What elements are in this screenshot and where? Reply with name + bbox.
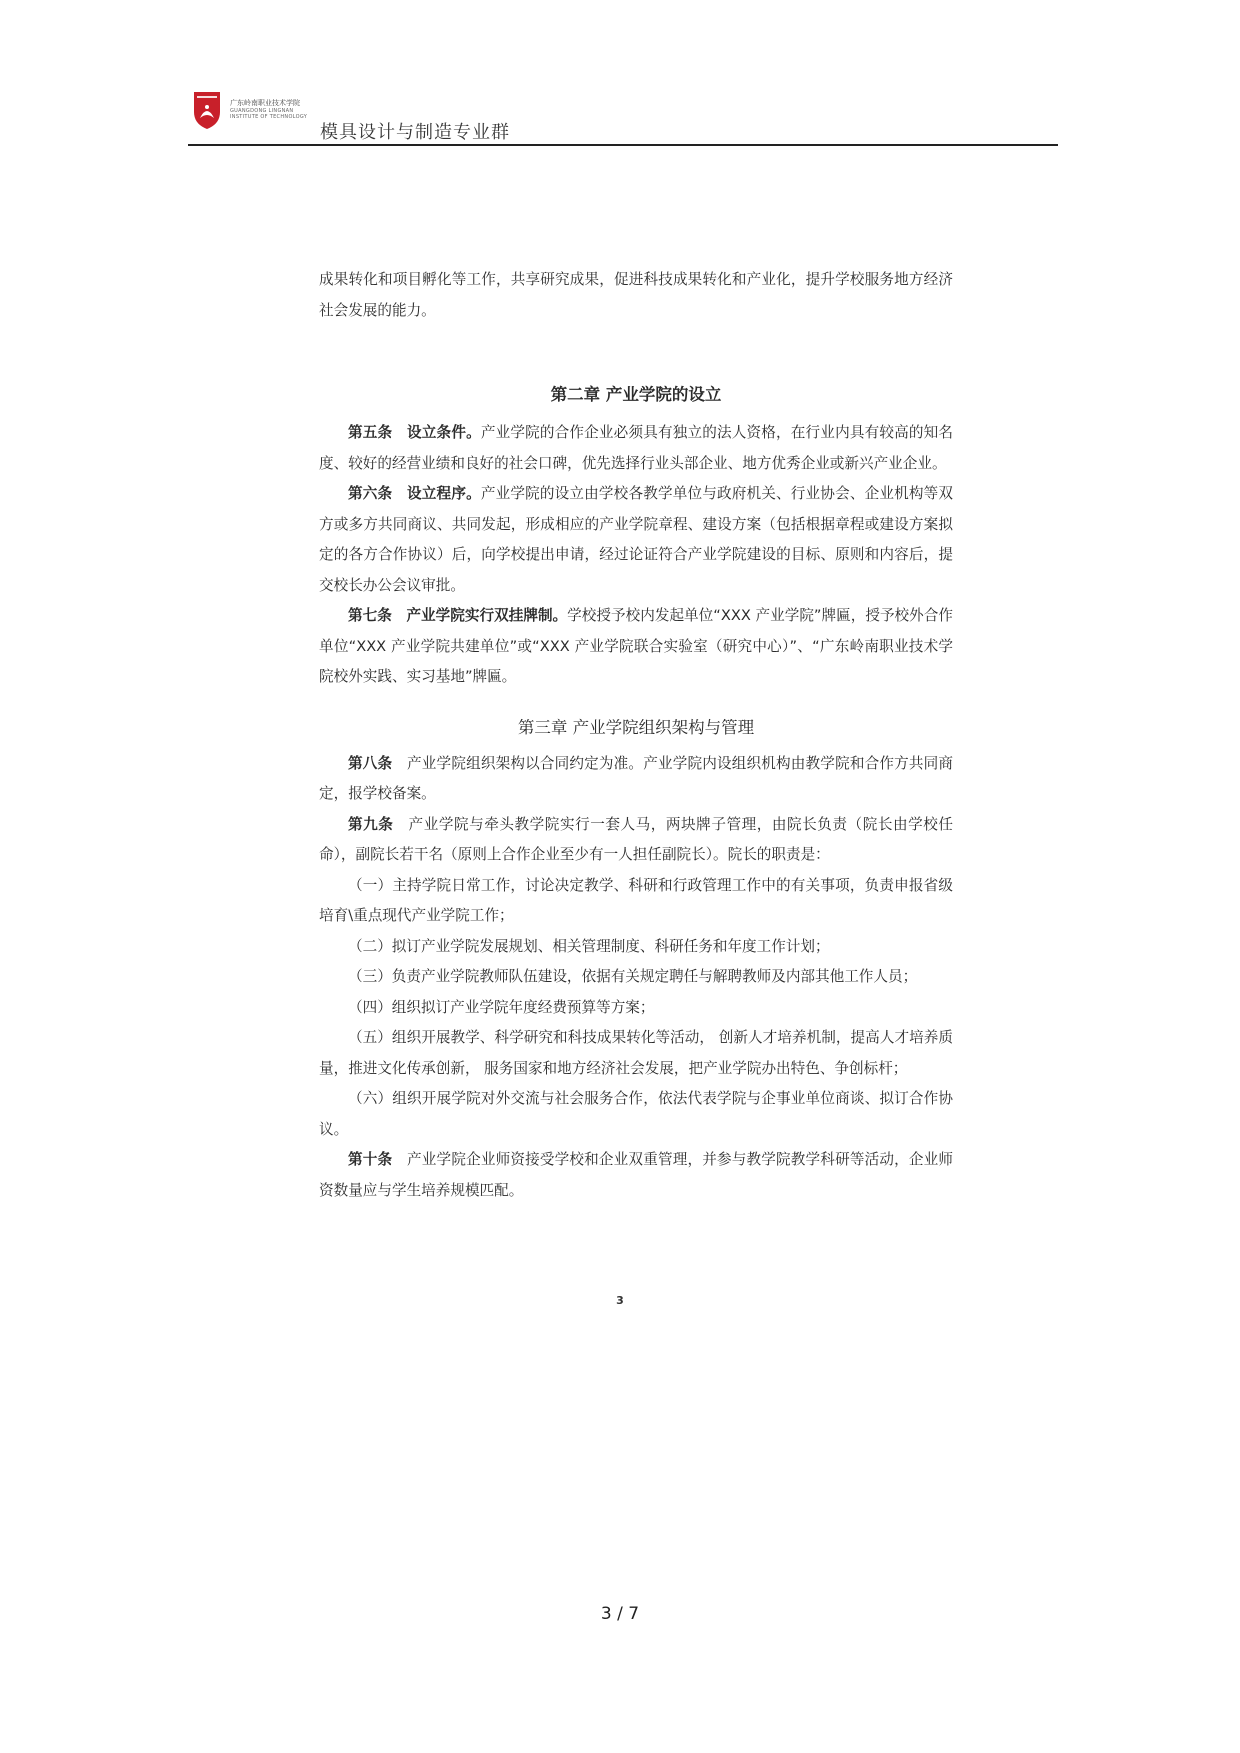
article-5 xyxy=(319,418,953,479)
duty-item-4: （四）组织拟订产业学院年度经费预算等方案； xyxy=(348,998,655,1016)
logo-english-line-1: GUANGDONG LINGNAN xyxy=(230,108,294,114)
duty-item-6: （六）组织开展学院对外交流与社会服务合作，依法代表学院与企事业单位商谈、拟订合作协议。 xyxy=(319,1090,953,1138)
article-6 xyxy=(319,479,953,601)
article-7-text: 学校授予校内发起单位“XXX 产业学院”牌匾，授予校外合作单位“XXX 产业学院共建单位”或“XXX 产业学院联合实验室（研究中心）”、“广东岭南职业技术学院校外实践、实习基地”牌匾。 xyxy=(319,607,953,685)
article-6-label: 第六条 设立程序。 xyxy=(348,485,481,502)
article-9 xyxy=(319,810,953,871)
header-title: 模具设计与制造专业群 xyxy=(320,122,510,143)
logo-chinese-name: 广东岭南职业技术学院 xyxy=(230,99,300,107)
chapter-2-title: 第二章 产业学院的设立 xyxy=(550,385,722,404)
logo-english-line-2: INSTITUTE OF TECHNOLOGY xyxy=(230,114,308,120)
page-number: 3 xyxy=(616,1294,624,1307)
article-6-text: 产业学院的设立由学校各教学单位与政府机关、行业协会、企业机构等双方或多方共同商议、共同发起，形成相应的产业学院章程、建设方案（包括根据章程或建设方案拟定的各方合作协议）后，向学校提出申请，经过论证符合产业学院建设的目标、原则和内容后，提交校长办公会议审批。 xyxy=(319,485,953,594)
article-7 xyxy=(319,601,953,693)
article-5-label: 第五条 设立条件。 xyxy=(348,424,481,441)
duty-item-5: （五）组织开展教学、科学研究和科技成果转化等活动， 创新人才培养机制，提高人才培养质量，推进文化传承创新， 服务国家和地方经济社会发展，把产业学院办出特色、争创标杆； xyxy=(319,1029,953,1077)
page-header xyxy=(188,88,1058,146)
article-8-text: 产业学院组织架构以合同约定为准。产业学院内设组织机构由教学院和合作方共同商定，报学校备案。 xyxy=(319,754,953,802)
article-8 xyxy=(319,749,953,810)
college-logo-icon xyxy=(192,90,222,130)
intro-paragraph: 成果转化和项目孵化等工作，共享研究成果，促进科技成果转化和产业化，提升学校服务地方经济社会发展的能力。 xyxy=(319,271,953,319)
logo-english-name xyxy=(230,108,307,120)
article-7-label: 第七条 产业学院实行双挂牌制。 xyxy=(348,607,568,624)
duty-item-1: （一）主持学院日常工作，讨论决定教学、科研和行政管理工作中的有关事项，负责申报省级培育\重点现代产业学院工作； xyxy=(319,876,953,924)
document-body xyxy=(319,265,953,1206)
article-5-text: 产业学院的合作企业必须具有独立的法人资格，在行业内具有较高的知名度、较好的经营业绩和良好的社会口碑，优先选择行业头部企业、地方优秀企业或新兴产业企业。 xyxy=(319,424,953,472)
article-10 xyxy=(319,1145,953,1206)
duty-item-2: （二）拟订产业学院发展规划、相关管理制度、科研任务和年度工作计划； xyxy=(348,937,830,955)
chapter-3-title: 第三章 产业学院组织架构与管理 xyxy=(517,717,755,737)
article-10-text: 产业学院企业师资接受学校和企业双重管理，并参与教学院教学科研等活动，企业师资数量应与学生培养规模匹配。 xyxy=(319,1151,953,1199)
page-counter: 3 / 7 xyxy=(600,1604,640,1624)
article-8-label: 第八条 xyxy=(348,754,393,772)
article-9-text: 产业学院与牵头教学院实行一套人马，两块牌子管理，由院长负责（院长由学校任命），副院长若干名（原则上合作企业至少有一人担任副院长）。院长的职责是： xyxy=(319,815,953,863)
duty-item-3: （三）负责产业学院教师队伍建设，依据有关规定聘任与解聘教师及内部其他工作人员； xyxy=(348,968,918,985)
article-9-label: 第九条 xyxy=(348,815,394,833)
article-10-label: 第十条 xyxy=(348,1151,393,1168)
